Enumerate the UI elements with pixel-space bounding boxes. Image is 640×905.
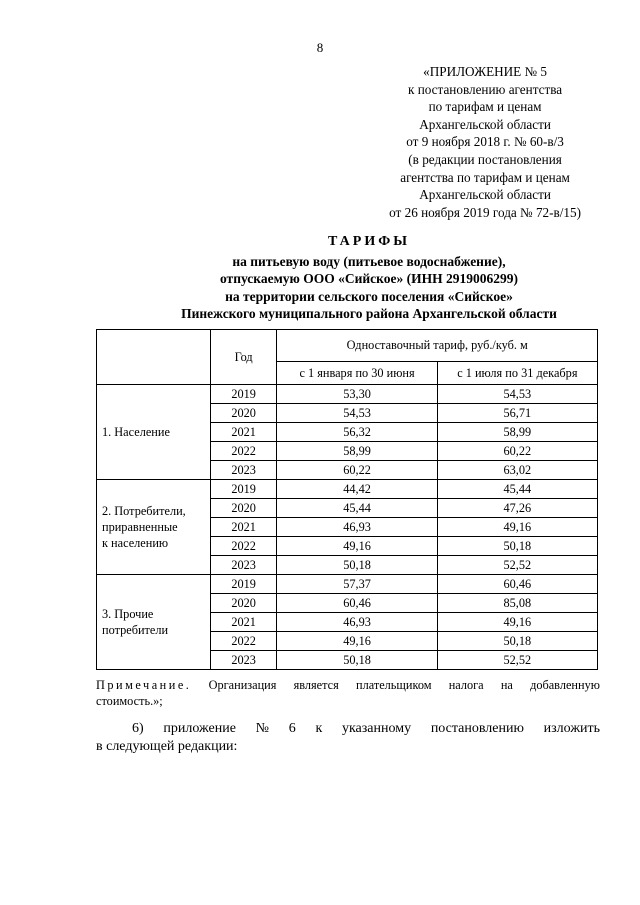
year-cell: 2023 — [210, 651, 277, 670]
tariff-h2-cell: 50,18 — [437, 632, 597, 651]
year-cell: 2022 — [210, 537, 277, 556]
header-tariff-group: Одноставочный тариф, руб./куб. м — [277, 330, 598, 362]
note-word: добавленную — [530, 678, 600, 692]
tariff-h2-cell: 50,18 — [437, 537, 597, 556]
tariff-table — [96, 329, 598, 670]
note-word: плательщиком — [355, 678, 432, 692]
year-cell: 2020 — [210, 499, 277, 518]
year-cell: 2019 — [210, 385, 277, 404]
paragraph-word: постановлению — [430, 721, 524, 736]
year-cell: 2019 — [210, 575, 277, 594]
tariff-h1-cell: 60,22 — [277, 461, 437, 480]
appendix-line: от 26 ноября 2019 года № 72-в/15) — [389, 204, 581, 220]
appendix-line: по тарифам и ценам — [428, 99, 542, 115]
title-main: ТАРИФЫ — [328, 234, 410, 249]
tariff-h1-cell: 60,46 — [277, 594, 437, 613]
tariff-h2-cell: 58,99 — [437, 423, 597, 442]
title-line: на питьевую воду (питьевое водоснабжение), — [232, 253, 506, 269]
tariff-h1-cell: 44,42 — [277, 480, 437, 499]
category-cell: 2. Потребители, приравненные к населению — [97, 480, 211, 575]
tariff-h1-cell: 50,18 — [277, 651, 437, 670]
tariff-h1-cell: 46,93 — [277, 518, 437, 537]
title-line: Пинежского муниципального района Архангельской области — [181, 306, 557, 321]
note — [96, 678, 600, 709]
header-period-2: с 1 июля по 31 декабря — [437, 361, 597, 384]
document-title — [40, 233, 640, 323]
note-line: стоимость.»; — [96, 693, 163, 708]
year-cell: 2023 — [210, 461, 277, 480]
year-cell: 2022 — [210, 442, 277, 461]
tariff-h2-cell: 60,22 — [437, 442, 597, 461]
appendix-line: к постановлению агентства — [407, 81, 563, 97]
tariff-h1-cell: 49,16 — [277, 537, 437, 556]
tariff-h2-cell: 52,52 — [437, 651, 597, 670]
paragraph-word: № — [255, 721, 269, 736]
year-cell: 2021 — [210, 423, 277, 442]
table-row — [97, 575, 598, 594]
paragraph-word: приложение — [163, 721, 236, 736]
appendix-line: Архангельской области — [419, 187, 551, 203]
note-label: Примечание. — [96, 678, 192, 692]
year-cell: 2023 — [210, 556, 277, 575]
year-cell: 2020 — [210, 594, 277, 613]
header-period-1: с 1 января по 30 июня — [277, 361, 437, 384]
tariff-h2-cell: 45,44 — [437, 480, 597, 499]
tariff-h1-cell: 58,99 — [277, 442, 437, 461]
title-line: отпускаемую ООО «Сийское» (ИНН 2919006299) — [219, 271, 519, 286]
paragraph-word: 6 — [288, 721, 296, 736]
paragraph-line: в следующей редакции: — [96, 739, 238, 754]
tariff-h2-cell: 63,02 — [437, 461, 597, 480]
tariff-h2-cell: 54,53 — [437, 385, 597, 404]
table-row — [97, 480, 598, 499]
year-cell: 2021 — [210, 613, 277, 632]
appendix-header — [389, 63, 581, 221]
page-number: 8 — [316, 40, 324, 55]
category-cell: 3. Прочие потребители — [97, 575, 211, 670]
paragraph-word: изложить — [543, 721, 600, 736]
tariff-h1-cell: 54,53 — [277, 404, 437, 423]
tariff-h1-cell: 49,16 — [277, 632, 437, 651]
appendix-line: агентства по тарифам и ценам — [400, 169, 570, 185]
note-word: на — [500, 678, 513, 692]
paragraph-word: указанному — [341, 721, 412, 736]
tariff-h2-cell: 52,52 — [437, 556, 597, 575]
tariff-h2-cell: 85,08 — [437, 594, 597, 613]
paragraph-word: 6) — [132, 721, 144, 736]
category-cell: 1. Население — [97, 385, 211, 480]
tariff-h2-cell: 47,26 — [437, 499, 597, 518]
header-category — [97, 330, 211, 385]
note-word: является — [293, 678, 339, 692]
tariff-h2-cell: 49,16 — [437, 518, 597, 537]
note-word: Организация — [208, 678, 277, 692]
appendix-line: (в редакции постановления — [408, 151, 562, 167]
tariff-h1-cell: 45,44 — [277, 499, 437, 518]
year-cell: 2021 — [210, 518, 277, 537]
paragraph-word: к — [315, 721, 323, 736]
year-cell: 2020 — [210, 404, 277, 423]
table-row — [97, 385, 598, 404]
tariff-h1-cell: 53,30 — [277, 385, 437, 404]
tariff-h2-cell: 56,71 — [437, 404, 597, 423]
tariff-h1-cell: 57,37 — [277, 575, 437, 594]
tariff-h1-cell: 46,93 — [277, 613, 437, 632]
appendix-line: Архангельской области — [419, 116, 551, 132]
paragraph — [96, 720, 600, 756]
appendix-line: от 9 ноября 2018 г. № 60-в/3 — [406, 134, 564, 150]
tariff-h2-cell: 60,46 — [437, 575, 597, 594]
tariff-h1-cell: 56,32 — [277, 423, 437, 442]
tariff-h1-cell: 50,18 — [277, 556, 437, 575]
tariff-h2-cell: 49,16 — [437, 613, 597, 632]
title-line: на территории сельского поселения «Сийское» — [225, 288, 513, 304]
appendix-line: «ПРИЛОЖЕНИЕ № 5 — [423, 64, 547, 79]
year-cell: 2022 — [210, 632, 277, 651]
note-word: налога — [448, 678, 484, 692]
header-year: Год — [210, 330, 277, 385]
year-cell: 2019 — [210, 480, 277, 499]
